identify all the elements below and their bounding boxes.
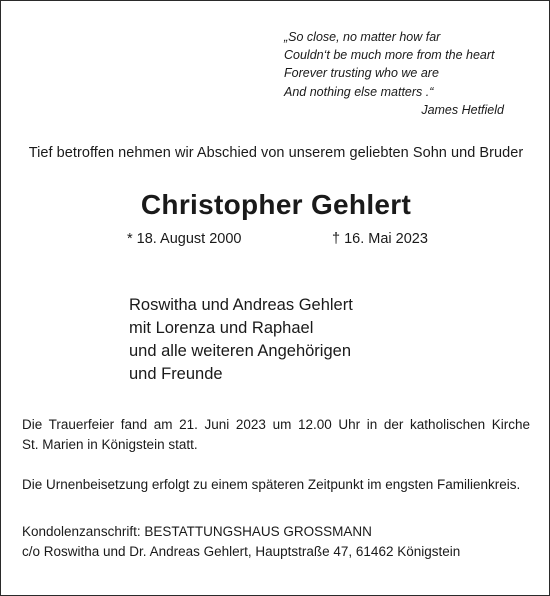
condolence-line: Kondolenzanschrift: BESTATTUNGSHAUS GROSSMANN <box>22 524 372 539</box>
ceremony-line: St. Marien in Königstein statt. <box>22 436 198 452</box>
quote-line: Forever trusting who we are <box>284 66 439 81</box>
mourner-line: Roswitha und Andreas Gehlert <box>129 296 353 314</box>
urn-burial-text: Die Urnenbeisetzung erfolgt zu einem späteren Zeitpunkt im engsten Familienkreis. <box>22 477 521 492</box>
quote-author: James Hetfield <box>421 102 504 117</box>
ceremony-line: Die Trauerfeier fand am 21. Juni 2023 um 12.00 Uhr in der katholischen Kirche <box>22 417 530 432</box>
death-date: † 16. Mai 2023 <box>332 231 428 247</box>
quote-block <box>284 28 524 119</box>
deceased-name: Christopher Gehlert <box>140 189 412 220</box>
quote-line: Couldn‘t be much more from the heart <box>284 48 495 63</box>
mourner-line: und alle weiteren Angehörigen <box>129 342 352 360</box>
quote-line: „So close, no matter how far <box>284 30 441 44</box>
mourners-list <box>129 294 353 386</box>
birth-date: * 18. August 2000 <box>127 231 242 247</box>
mourner-line: mit Lorenza und Raphael <box>129 319 314 337</box>
quote-line: And nothing else matters .“ <box>284 84 434 99</box>
condolence-address <box>22 522 460 561</box>
funeral-ceremony-text <box>22 415 530 454</box>
intro-text: Tief betroffen nehmen wir Abschied von unserem geliebten Sohn und Bruder <box>28 145 524 161</box>
condolence-line: c/o Roswitha und Dr. Andreas Gehlert, Hauptstraße 47, 61462 Königstein <box>22 543 461 559</box>
mourner-line: und Freunde <box>129 365 223 383</box>
